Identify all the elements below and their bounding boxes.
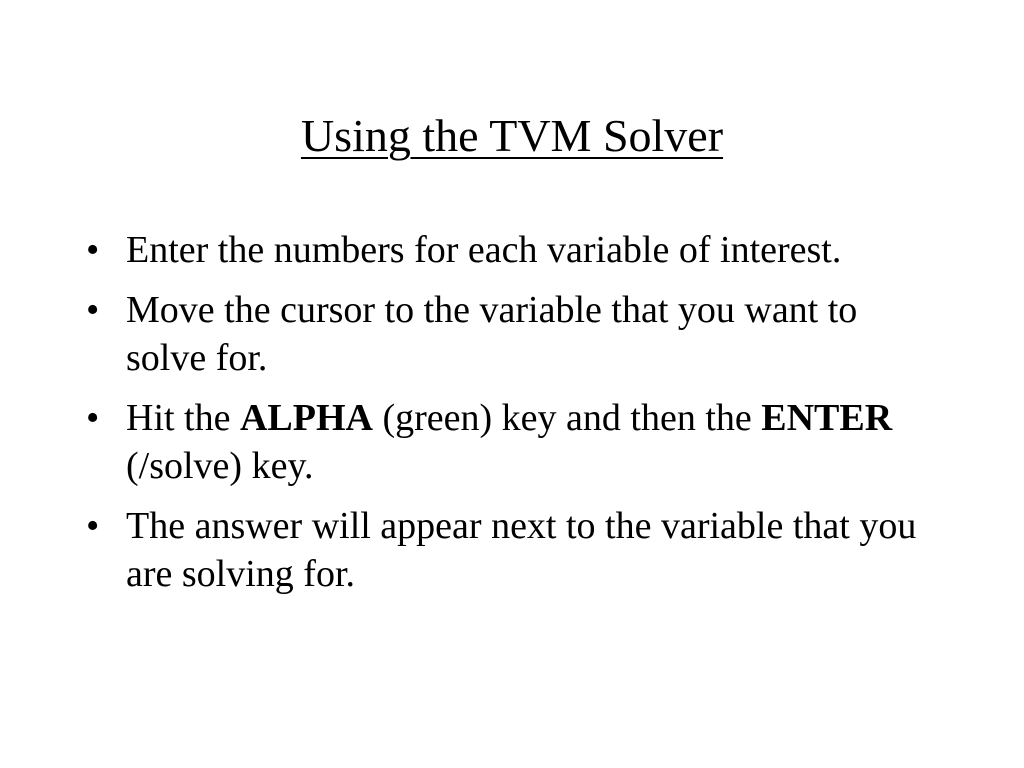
bullet-text-part-3: (/solve) key. [126,445,314,487]
bullet-marker: • [86,229,100,271]
bullet-text-part-1: Hit the [126,397,240,439]
bullet-text: Enter the numbers for each variable of interest. [126,229,842,271]
bullet-item-hit-keys [86,394,946,490]
bullet-list [86,226,946,610]
slide-title: Using the TVM Solver [300,110,724,161]
bullet-text: The answer will appear next to the variable that you are solving for. [126,505,917,595]
bullet-text: Move the cursor to the variable that you want to solve for. [126,289,858,379]
bullet-item-answer-appears [86,502,946,598]
bullet-item-move-cursor [86,286,946,382]
bullet-marker: • [86,289,100,331]
bullet-text-part-2: (green) key and then the [372,397,762,439]
enter-key-label: ENTER [761,397,893,439]
alpha-key-label: ALPHA [239,397,373,439]
bullet-marker: • [86,505,100,547]
bullet-marker: • [86,397,100,439]
bullet-item-enter-numbers [86,226,946,274]
